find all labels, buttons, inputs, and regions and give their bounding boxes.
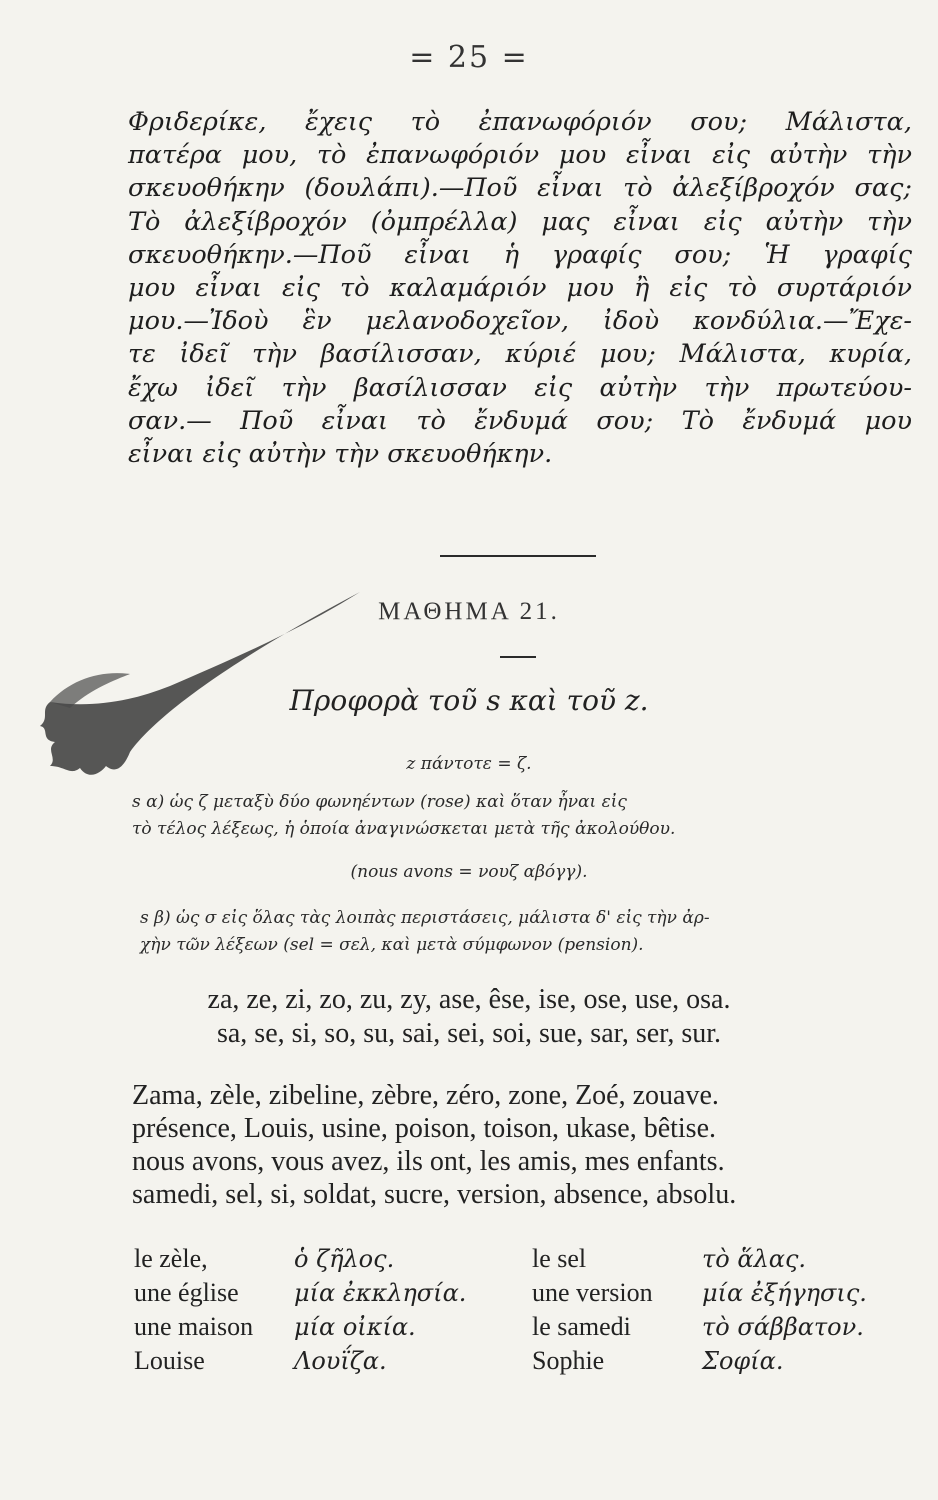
vocab-french: le samedi bbox=[532, 1312, 631, 1341]
rule-s-a-example: (nous avons = νουζ αβόγγ). bbox=[350, 862, 588, 882]
dialogue-line: σκευοθήκην (δουλάπι).—Ποῦ εἶναι τὸ ἀλεξίβροχόν σας; bbox=[128, 173, 912, 204]
dialogue-line: εἶναι εἰς αὐτὴν τὴν σκευοθήκην. bbox=[128, 439, 553, 470]
lesson-subtitle: Προφορὰ τοῦ s καὶ τοῦ z. bbox=[289, 684, 649, 717]
rule-s-a-line1: s α) ὡς ζ μεταξὺ δύο φωνηέντων (rose) καὶ ὅταν ἦναι εἰς bbox=[132, 792, 627, 812]
vocab-greek: Σοφία. bbox=[702, 1347, 784, 1375]
dialogue-line: σαν.— Ποῦ εἶναι τὸ ἔνδυμά σου; Τὸ ἔνδυμά μου bbox=[128, 405, 912, 436]
short-divider bbox=[500, 656, 536, 658]
section-divider bbox=[440, 555, 596, 557]
vocab-right-column bbox=[532, 1242, 867, 1378]
syllables-s: sa, se, si, so, su, sai, sei, soi, sue, sar, ser, sur. bbox=[216, 1018, 722, 1049]
vocab-french: Sophie bbox=[532, 1346, 605, 1375]
vocab-greek: μία ἐκκλησία. bbox=[294, 1279, 467, 1307]
greek-dialogue-paragraph bbox=[128, 106, 912, 471]
vocab-french: une version bbox=[532, 1278, 653, 1307]
dialogue-line: Φριδερίκε, ἔχεις τὸ ἐπανωφόριόν σου; Μάλιστα, bbox=[128, 107, 912, 137]
vocab-entry bbox=[532, 1276, 867, 1310]
vocab-entry bbox=[532, 1310, 867, 1344]
vocab-greek: Λουΐζα. bbox=[294, 1347, 387, 1375]
dialogue-line: Τὸ ἀλεξίβροχόν (ὀμπρέλλα) μας εἶναι εἰς αὐτὴν τὴν bbox=[128, 206, 912, 237]
dialogue-line: ἔχω ἰδεῖ τὴν βασίλισσαν εἰς αὐτὴν τὴν πρωτεύου- bbox=[128, 372, 912, 403]
vocab-entry bbox=[134, 1242, 466, 1276]
vocab-entry bbox=[134, 1344, 466, 1378]
dialogue-line: πατέρα μου, τὸ ἐπανωφόριόν μου εἶναι εἰς αὐτὴν τὴν bbox=[128, 140, 912, 171]
lesson-title: ΜΑΘΗΜΑ 21. bbox=[378, 598, 560, 625]
vocab-entry bbox=[134, 1276, 466, 1310]
vocab-greek: τὸ ἅλας. bbox=[702, 1245, 807, 1273]
vocab-french: une église bbox=[134, 1278, 239, 1307]
dialogue-line: μου εἶναι εἰς τὸ καλαμάριόν μου ἢ εἰς τὸ συρτάριόν bbox=[128, 273, 912, 304]
dialogue-line: μου.—Ἰδοὺ ἓν μελανοδοχεῖον, ἰδοὺ κονδύλια.—Ἔχε- bbox=[128, 306, 912, 337]
vocab-french: le sel bbox=[532, 1244, 587, 1273]
vocab-greek: μία οἰκία. bbox=[294, 1313, 416, 1341]
vocab-greek: τὸ σάββατον. bbox=[702, 1313, 864, 1341]
vocab-french: Louise bbox=[134, 1346, 205, 1375]
word-line: nous avons, vous avez, ils ont, les amis, mes enfants. bbox=[132, 1146, 725, 1177]
rule-z: z πάντοτε = ζ. bbox=[406, 754, 532, 774]
vocab-french: une maison bbox=[134, 1312, 254, 1341]
dialogue-line: τε ἰδεῖ τὴν βασίλισσαν, κύριέ μου; Μάλιστα, κυρία, bbox=[128, 339, 912, 370]
syllables-z: za, ze, zi, zo, zu, zy, ase, êse, ise, ose, use, osa. bbox=[207, 984, 731, 1015]
page-number: = 25 = bbox=[409, 40, 529, 75]
vocab-entry bbox=[532, 1242, 867, 1276]
rule-s-b-line2: χὴν τῶν λέξεων (sel = σελ, καὶ μετὰ σύμφωνον (pension). bbox=[140, 935, 644, 955]
vocab-left-column bbox=[134, 1242, 466, 1378]
word-line: présence, Louis, usine, poison, toison, ukase, bêtise. bbox=[132, 1113, 717, 1144]
vocab-greek: μία ἐξήγησις. bbox=[702, 1279, 867, 1307]
word-line: samedi, sel, si, soldat, sucre, version, absence, absolu. bbox=[132, 1179, 737, 1210]
vocab-entry bbox=[532, 1344, 867, 1378]
vocab-french: le zèle, bbox=[134, 1244, 208, 1273]
vocab-entry bbox=[134, 1310, 466, 1344]
word-line: Zama, zèle, zibeline, zèbre, zéro, zone, Zoé, zouave. bbox=[132, 1080, 719, 1111]
rule-s-b-line1: s β) ὡς σ εἰς ὅλας τὰς λοιπὰς περιστάσεις, μάλιστα δ' εἰς τὴν ἀρ- bbox=[140, 908, 710, 928]
rule-s-a-line2: τὸ τέλος λέξεως, ἡ ὁποία ἀναγινώσκεται μετὰ τῆς ἀκολούθου. bbox=[132, 819, 676, 839]
dialogue-line: σκευοθήκην.—Ποῦ εἶναι ἡ γραφίς σου; Ἡ γραφίς bbox=[128, 239, 912, 270]
vocab-greek: ὁ ζῆλος. bbox=[294, 1245, 395, 1273]
